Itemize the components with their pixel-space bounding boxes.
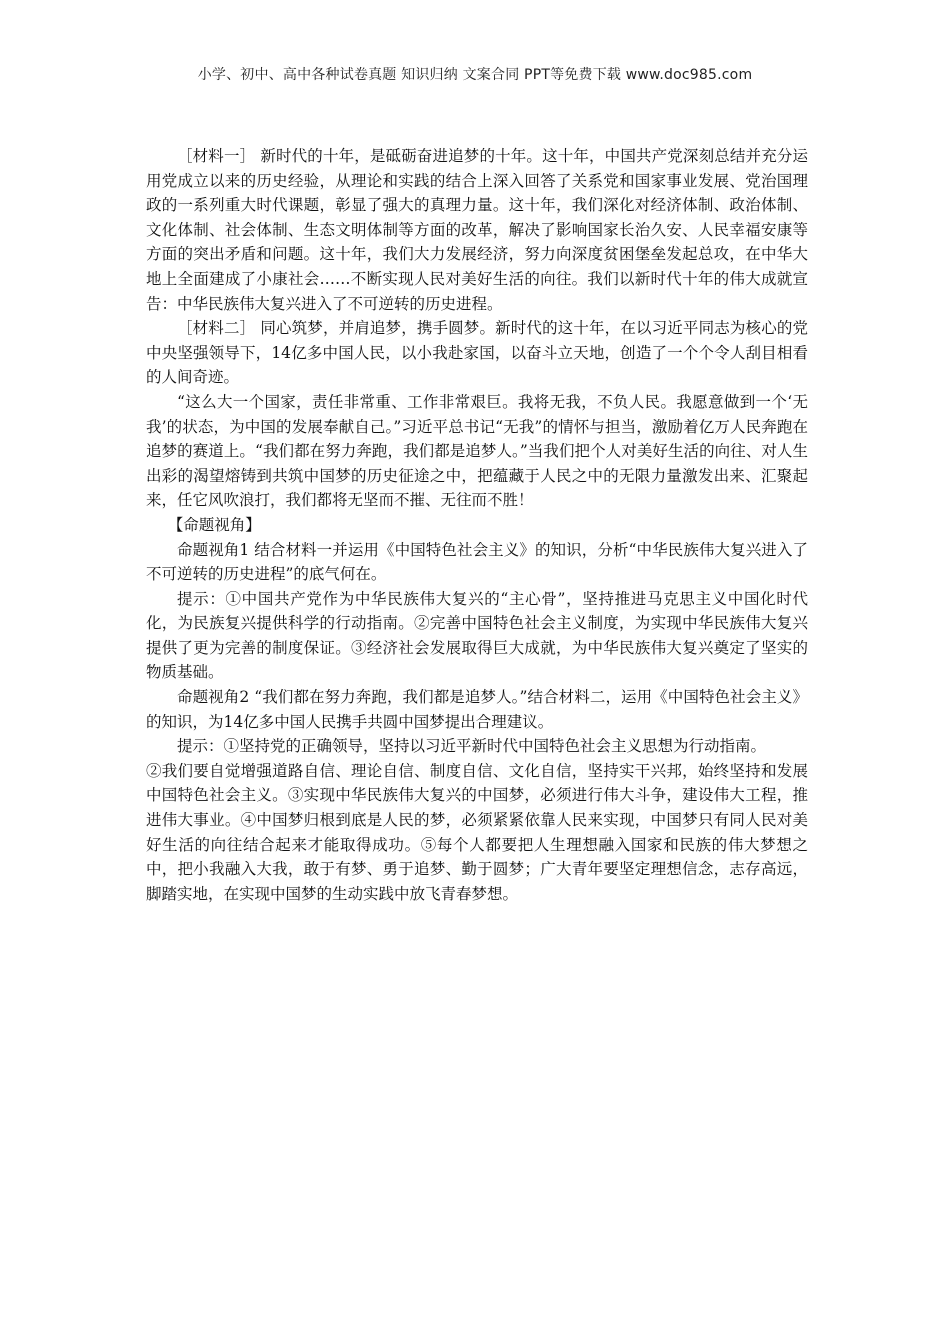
material-one-paragraph: ［材料一］ 新时代的十年，是砥砺奋进追梦的十年。这十年，中国共产党深刻总结并充分运用党成立以来的历史经验，从理论和实践的结合上深入回答了关系党和国家事业发展、党治国理政的一系列重大时代课题，彰显了强大的真理力量。这十年，我们深化对经济体制、政治体制、文化体制、社会体制、生态文明体制等方面的改革，解决了影响国家长治久安、人民幸福安康等方面的突出矛盾和问题。这十年，我们大力发展经济，努力向深度贫困堡垒发起总攻，在中华大地上全面建成了小康社会……不断实现人民对美好生活的向往。我们以新时代十年的伟大成就宣告：中华民族伟大复兴进入了不可逆转的历史进程。 bbox=[146, 147, 808, 313]
question-one: 命题视角1 结合材料一并运用《中国特色社会主义》的知识，分析“中华民族伟大复兴进入了不可逆转的历史进程”的底气何在。 bbox=[146, 540, 808, 584]
section-heading: 【命题视角】 bbox=[167, 515, 261, 534]
page-header: 小学、初中、高中各种试卷真题 知识归纳 文案合同 PPT等免费下载 www.doc985.com bbox=[197, 67, 753, 83]
answer-two-first-line: 提示：①坚持党的正确领导，坚持以习近平新时代中国特色社会主义思想为行动指南。 bbox=[177, 737, 767, 756]
document-body bbox=[146, 144, 808, 906]
material-two-paragraph: ［材料二］ 同心筑梦，并肩追梦，携手圆梦。新时代的这十年，在以习近平同志为核心的党中央坚强领导下，14亿多中国人民，以小我赴家国，以奋斗立天地，创造了一个个令人刮目相看的人间奇迹。 bbox=[146, 319, 808, 387]
question-two: 命题视角2 “我们都在努力奔跑，我们都是追梦人。”结合材料二，运用《中国特色社会主义》的知识，为14亿多中国人民携手共圆中国梦提出合理建议。 bbox=[146, 688, 808, 731]
quote-paragraph: “这么大一个国家，责任非常重、工作非常艰巨。我将无我，不负人民。我愿意做到一个‘无我’的状态，为中国的发展奉献自己。”习近平总书记“无我”的情怀与担当，激励着亿万人民奔跑在追梦的赛道上。“我们都在努力奔跑，我们都是追梦人。”当我们把个人对美好生活的向往、对人生出彩的渴望熔铸到共筑中国梦的历史征途之中，把蕴藏于人民之中的无限力量激发出来、汇聚起来，任它风吹浪打，我们都将无坚而不摧、无往而不胜！ bbox=[146, 392, 808, 510]
answer-two-continued: ②我们要自觉增强道路自信、理论自信、制度自信、文化自信，坚持实干兴邦，始终坚持和发展中国特色社会主义。③实现中华民族伟大复兴的中国梦，必须进行伟大斗争，建设伟大工程，推进伟大事业。④中国梦归根到底是人民的梦，必须紧紧依靠人民来实现，中国梦只有同人民对美好生活的向往结合起来才能取得成功。⑤每个人都要把人生理想融入国家和民族的伟大梦想之中，把小我融入大我，敢于有梦、勇于追梦、勤于圆梦；广大青年要坚定理想信念，志存高远，脚踏实地，在实现中国梦的生动实践中放飞青春梦想。 bbox=[146, 761, 808, 903]
answer-one: 提示：①中国共产党作为中华民族伟大复兴的“主心骨”，坚持推进马克思主义中国化时代化，为民族复兴提供科学的行动指南。②完善中国特色社会主义制度，为实现中华民族伟大复兴提供了更为完善的制度保证。③经济社会发展取得巨大成就，为中华民族伟大复兴奠定了坚实的物质基础。 bbox=[146, 589, 808, 682]
